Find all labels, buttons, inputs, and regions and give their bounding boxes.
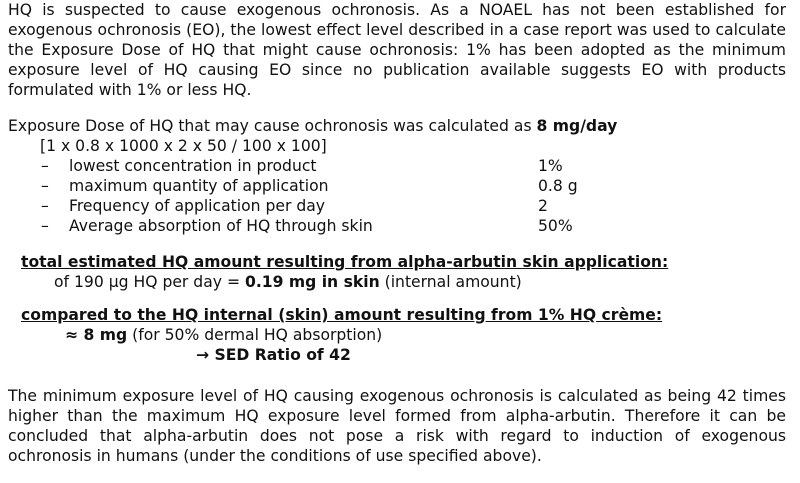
compare-heading-text: compared to the HQ internal (skin) amount resulting from 1% HQ crème: — [21, 306, 663, 324]
compare-amount-post: (for 50% dermal HQ absorption) — [127, 326, 383, 344]
total-amount-line — [8, 272, 786, 292]
list-item-label: maximum quantity of application — [69, 177, 329, 195]
total-amount-value: 0.19 mg in skin — [244, 273, 380, 291]
list-dash: – — [41, 157, 49, 175]
list-item-label: lowest concentration in product — [69, 157, 317, 175]
intro-paragraph: HQ is suspected to cause exogenous ochronosis. As a NOAEL has not been established for exogenous ochronosis (EO), the lowest effect level described in a case report was used to calculate the Exposure Dose of HQ that might cause ochronosis: 1% has been adopted as the minimum exposure level of HQ causing EO since no publication available suggests EO with products formulated with 1% or less HQ. — [8, 1, 786, 99]
exposure-dose-value: 8 mg/day — [536, 117, 618, 135]
list-item-label: Average absorption of HQ through skin — [69, 217, 373, 235]
list-item — [8, 196, 786, 216]
list-item — [8, 216, 786, 236]
total-heading — [8, 252, 786, 272]
list-item — [8, 156, 786, 176]
total-amount-pre: of 190 µg HQ per day = — [54, 273, 245, 291]
list-item-value: 1% — [538, 157, 563, 175]
list-item-label: Frequency of application per day — [69, 197, 326, 215]
list-dash: – — [41, 177, 49, 195]
exposure-formula: [1 x 0.8 x 1000 x 2 x 50 / 100 x 100] — [40, 137, 327, 155]
sed-ratio: → SED Ratio of 42 — [196, 346, 351, 364]
list-item-value: 2 — [538, 197, 548, 215]
compare-heading — [8, 305, 786, 325]
compare-amount-value: ≈ 8 mg — [65, 326, 128, 344]
exposure-dose-lead: Exposure Dose of HQ that may cause ochronosis was calculated as — [8, 117, 537, 135]
parameter-list — [8, 156, 786, 236]
list-item-value: 0.8 g — [538, 177, 578, 195]
list-dash: – — [41, 197, 49, 215]
total-amount-post: (internal amount) — [379, 273, 522, 291]
list-dash: – — [41, 217, 49, 235]
conclusion-paragraph: The minimum exposure level of HQ causing exogenous ochronosis is calculated as being 42 times higher than the maximum HQ exposure level formed from alpha-arbutin. Therefore it can be concluded that alpha-arbutin does not pose a risk with regard to induction of exogenous ochronosis in humans (under the conditions of use specified above). — [8, 387, 786, 465]
list-item — [8, 176, 786, 196]
document-page — [8, 0, 786, 466]
compare-amount-line — [8, 325, 786, 345]
list-item-value: 50% — [538, 217, 573, 235]
exposure-dose-line — [8, 116, 786, 136]
total-heading-text: total estimated HQ amount resulting from alpha-arbutin skin application: — [21, 253, 669, 271]
